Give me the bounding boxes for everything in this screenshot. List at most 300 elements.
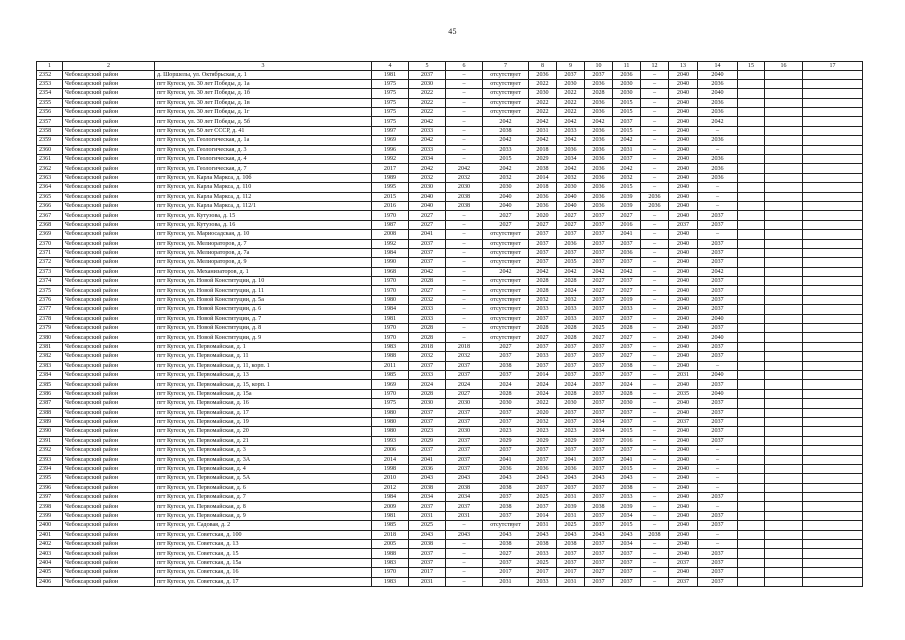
table-cell-col-4: 1990 <box>372 258 409 267</box>
table-cell-col-12: 2036 <box>641 192 669 201</box>
table-cell-col-1: 2352 <box>37 70 63 79</box>
table-cell-col-17 <box>803 417 863 426</box>
table-cell-col-13: 2040 <box>669 540 698 549</box>
table-cell-col-14: 2037 <box>698 305 738 314</box>
table-cell-col-6: – <box>446 277 483 286</box>
table-cell-col-3: пгт Кугеси, ул. Первомайская, д. 6 <box>155 483 372 492</box>
table-cell-col-1: 2389 <box>37 417 63 426</box>
table-cell-col-5: 2037 <box>409 361 446 370</box>
table-cell-col-4: 1970 <box>372 211 409 220</box>
table-cell-col-17 <box>803 577 863 586</box>
table-cell-col-8: 2036 <box>529 201 557 210</box>
table-cell-col-4: 1975 <box>372 98 409 107</box>
table-cell-col-5: 2037 <box>409 239 446 248</box>
table-cell-col-10: 2037 <box>585 436 613 445</box>
table-cell-col-9: 2042 <box>557 136 585 145</box>
table-row <box>37 117 863 126</box>
column-number-13: 13 <box>669 62 698 71</box>
table-cell-col-7: 2037 <box>483 558 529 567</box>
table-cell-col-2: Чебоксарский район <box>63 352 155 361</box>
table-cell-col-1: 2380 <box>37 333 63 342</box>
table-cell-col-2: Чебоксарский район <box>63 239 155 248</box>
table-cell-col-15 <box>738 239 765 248</box>
table-row <box>37 277 863 286</box>
table-cell-col-3: пгт Кугеси, ул. Первомайская, д. 17 <box>155 408 372 417</box>
table-cell-col-11: 2037 <box>613 446 641 455</box>
table-cell-col-16 <box>765 558 803 567</box>
table-cell-col-7: 2027 <box>483 211 529 220</box>
table-cell-col-16 <box>765 342 803 351</box>
table-cell-col-6: 2027 <box>446 389 483 398</box>
table-cell-col-16 <box>765 464 803 473</box>
table-cell-col-13: 2040 <box>669 79 698 88</box>
table-cell-col-6: – <box>446 314 483 323</box>
table-cell-col-3: пгт Кугеси, ул. Новой Конституции, д. 9 <box>155 333 372 342</box>
table-cell-col-17 <box>803 295 863 304</box>
table-cell-col-4: 1983 <box>372 558 409 567</box>
table-cell-col-8: 2017 <box>529 568 557 577</box>
table-cell-col-5: 2042 <box>409 267 446 276</box>
table-cell-col-2: Чебоксарский район <box>63 530 155 539</box>
table-cell-col-5: 2025 <box>409 521 446 530</box>
table-cell-col-7: 2037 <box>483 493 529 502</box>
table-cell-col-13: 2040 <box>669 211 698 220</box>
table-cell-col-10: 2037 <box>585 211 613 220</box>
table-cell-col-10: 2043 <box>585 474 613 483</box>
table-cell-col-7: 2027 <box>483 220 529 229</box>
table-cell-col-11: 2030 <box>613 89 641 98</box>
table-cell-col-4: 1985 <box>372 521 409 530</box>
table-cell-col-14: 2037 <box>698 248 738 257</box>
table-cell-col-15 <box>738 389 765 398</box>
table-cell-col-4: 1988 <box>372 352 409 361</box>
table-row <box>37 455 863 464</box>
table-cell-col-6: – <box>446 577 483 586</box>
table-cell-col-12: – <box>641 417 669 426</box>
table-cell-col-1: 2397 <box>37 493 63 502</box>
table-cell-col-13: 2040 <box>669 267 698 276</box>
table-cell-col-8: 2037 <box>529 314 557 323</box>
table-cell-col-15 <box>738 427 765 436</box>
table-cell-col-17 <box>803 98 863 107</box>
table-cell-col-2: Чебоксарский район <box>63 173 155 182</box>
table-cell-col-1: 2361 <box>37 155 63 164</box>
table-cell-col-13: 2040 <box>669 521 698 530</box>
table-cell-col-2: Чебоксарский район <box>63 446 155 455</box>
table-row <box>37 408 863 417</box>
table-cell-col-12: – <box>641 352 669 361</box>
table-cell-col-9: 2027 <box>557 220 585 229</box>
table-cell-col-8: 2022 <box>529 108 557 117</box>
table-cell-col-11: 2028 <box>613 324 641 333</box>
table-cell-col-11: 2036 <box>613 70 641 79</box>
table-cell-col-17 <box>803 267 863 276</box>
table-cell-col-9: 2037 <box>557 361 585 370</box>
table-cell-col-7: отсутствует <box>483 79 529 88</box>
table-cell-col-2: Чебоксарский район <box>63 324 155 333</box>
table-cell-col-8: 2018 <box>529 183 557 192</box>
table-cell-col-11: 2016 <box>613 436 641 445</box>
table-cell-col-11: 2037 <box>613 239 641 248</box>
table-cell-col-7: отсутствует <box>483 286 529 295</box>
table-cell-col-1: 2399 <box>37 511 63 520</box>
table-cell-col-16 <box>765 324 803 333</box>
table-cell-col-9: 2022 <box>557 89 585 98</box>
table-cell-col-7: отсутствует <box>483 258 529 267</box>
table-cell-col-4: 1970 <box>372 324 409 333</box>
table-cell-col-1: 2406 <box>37 577 63 586</box>
table-cell-col-11: 2027 <box>613 333 641 342</box>
table-cell-col-14: 2037 <box>698 295 738 304</box>
table-cell-col-14: 2037 <box>698 342 738 351</box>
table-cell-col-6: 2043 <box>446 474 483 483</box>
table-cell-col-4: 1995 <box>372 183 409 192</box>
table-cell-col-16 <box>765 474 803 483</box>
table-cell-col-2: Чебоксарский район <box>63 201 155 210</box>
table-cell-col-5: 2027 <box>409 286 446 295</box>
table-cell-col-7: 2038 <box>483 483 529 492</box>
table-cell-col-3: пгт Кугеси, ул. Первомайская, д. 5А <box>155 474 372 483</box>
table-cell-col-17 <box>803 136 863 145</box>
table-cell-col-16 <box>765 577 803 586</box>
table-cell-col-14: – <box>698 502 738 511</box>
table-cell-col-3: пгт Кугеси, ул. Первомайская, д. 3А <box>155 455 372 464</box>
table-cell-col-1: 2393 <box>37 455 63 464</box>
table-cell-col-2: Чебоксарский район <box>63 267 155 276</box>
table-cell-col-10: 2028 <box>585 89 613 98</box>
table-cell-col-11: 2024 <box>613 380 641 389</box>
table-cell-col-12: – <box>641 295 669 304</box>
table-cell-col-9: 2037 <box>557 483 585 492</box>
table-cell-col-9: 2025 <box>557 521 585 530</box>
table-cell-col-3: пгт Кугеси, ул. Первомайская, д. 20 <box>155 427 372 436</box>
table-cell-col-16 <box>765 183 803 192</box>
table-cell-col-14: 2037 <box>698 577 738 586</box>
table-cell-col-4: 1975 <box>372 108 409 117</box>
table-cell-col-10: 2037 <box>585 305 613 314</box>
table-cell-col-2: Чебоксарский район <box>63 145 155 154</box>
table-cell-col-2: Чебоксарский район <box>63 540 155 549</box>
table-cell-col-14: 2040 <box>698 389 738 398</box>
table-cell-col-6: – <box>446 540 483 549</box>
table-cell-col-7: 2038 <box>483 502 529 511</box>
table-cell-col-7: 2040 <box>483 201 529 210</box>
table-cell-col-17 <box>803 248 863 257</box>
table-cell-col-10: 2036 <box>585 136 613 145</box>
table-cell-col-9: 2037 <box>557 417 585 426</box>
table-cell-col-16 <box>765 164 803 173</box>
table-row <box>37 286 863 295</box>
table-cell-col-10: 2037 <box>585 464 613 473</box>
table-cell-col-9: 2037 <box>557 230 585 239</box>
table-cell-col-16 <box>765 173 803 182</box>
table-cell-col-17 <box>803 145 863 154</box>
table-cell-col-5: 2033 <box>409 314 446 323</box>
table-cell-col-3: пгт Кугеси, ул. Мелиораторов, д. 9 <box>155 258 372 267</box>
table-cell-col-14: – <box>698 361 738 370</box>
table-cell-col-16 <box>765 136 803 145</box>
table-cell-col-9: 2022 <box>557 108 585 117</box>
table-cell-col-16 <box>765 155 803 164</box>
table-cell-col-13: 2035 <box>669 389 698 398</box>
table-cell-col-9: 2030 <box>557 399 585 408</box>
table-cell-col-12: – <box>641 483 669 492</box>
table-cell-col-12: – <box>641 521 669 530</box>
table-cell-col-12: – <box>641 145 669 154</box>
table-cell-col-13: 2040 <box>669 474 698 483</box>
table-cell-col-2: Чебоксарский район <box>63 155 155 164</box>
table-cell-col-1: 2381 <box>37 342 63 351</box>
table-cell-col-2: Чебоксарский район <box>63 455 155 464</box>
table-cell-col-15 <box>738 230 765 239</box>
table-row <box>37 333 863 342</box>
table-cell-col-3: пгт Кугеси, ул. Первомайская, д. 8 <box>155 502 372 511</box>
table-cell-col-6: 2037 <box>446 464 483 473</box>
table-cell-col-14: 2036 <box>698 155 738 164</box>
table-cell-col-10: 2037 <box>585 483 613 492</box>
column-number-6: 6 <box>446 62 483 71</box>
table-cell-col-2: Чебоксарский район <box>63 183 155 192</box>
table-cell-col-11: 2037 <box>613 577 641 586</box>
column-number-5: 5 <box>409 62 446 71</box>
table-cell-col-4: 1970 <box>372 568 409 577</box>
table-cell-col-10: 2036 <box>585 98 613 107</box>
table-cell-col-12: – <box>641 98 669 107</box>
table-cell-col-2: Чебоксарский район <box>63 380 155 389</box>
table-cell-col-9: 2036 <box>557 239 585 248</box>
table-cell-col-10: 2037 <box>585 314 613 323</box>
table-row <box>37 380 863 389</box>
column-number-1: 1 <box>37 62 63 71</box>
table-cell-col-10: 2036 <box>585 108 613 117</box>
table-cell-col-2: Чебоксарский район <box>63 220 155 229</box>
table-cell-col-2: Чебоксарский район <box>63 126 155 135</box>
table-cell-col-13: 2040 <box>669 70 698 79</box>
table-cell-col-5: 2028 <box>409 277 446 286</box>
table-cell-col-4: 1975 <box>372 79 409 88</box>
table-cell-col-5: 2033 <box>409 145 446 154</box>
table-cell-col-14: 2037 <box>698 239 738 248</box>
table-cell-col-17 <box>803 549 863 558</box>
table-cell-col-3: пгт Кугеси, ул. Первомайская, д. 19 <box>155 417 372 426</box>
table-cell-col-6: – <box>446 145 483 154</box>
table-row <box>37 305 863 314</box>
table-cell-col-1: 2356 <box>37 108 63 117</box>
table-row <box>37 427 863 436</box>
table-cell-col-6: 2038 <box>446 483 483 492</box>
table-cell-col-6: 2037 <box>446 455 483 464</box>
table-cell-col-10: 2037 <box>585 342 613 351</box>
table-cell-col-4: 2012 <box>372 483 409 492</box>
table-cell-col-10: 2042 <box>585 267 613 276</box>
table-cell-col-7: отсутствует <box>483 521 529 530</box>
table-cell-col-3: пгт Кугеси, ул. Первомайская, д. 9 <box>155 511 372 520</box>
table-cell-col-3: пгт Кугеси, ул. Карла Маркса, д. 110 <box>155 183 372 192</box>
table-cell-col-7: 2041 <box>483 455 529 464</box>
table-cell-col-3: пгт Кугеси, ул. Новой Конституции, д. 6 <box>155 305 372 314</box>
table-cell-col-6: – <box>446 549 483 558</box>
table-cell-col-5: 2029 <box>409 436 446 445</box>
table-cell-col-6: – <box>446 136 483 145</box>
table-cell-col-8: 2037 <box>529 502 557 511</box>
table-cell-col-15 <box>738 192 765 201</box>
table-cell-col-16 <box>765 314 803 323</box>
table-cell-col-16 <box>765 230 803 239</box>
table-cell-col-14: 2040 <box>698 70 738 79</box>
table-cell-col-8: 2042 <box>529 136 557 145</box>
table-cell-col-10: 2037 <box>585 258 613 267</box>
table-cell-col-13: 2040 <box>669 108 698 117</box>
table-cell-col-16 <box>765 192 803 201</box>
table-cell-col-17 <box>803 89 863 98</box>
table-cell-col-14: – <box>698 192 738 201</box>
table-cell-col-13: 2040 <box>669 136 698 145</box>
table-cell-col-2: Чебоксарский район <box>63 70 155 79</box>
table-cell-col-3: пгт Кугеси, ул. Геологическая, д. 4 <box>155 155 372 164</box>
table-cell-col-1: 2354 <box>37 89 63 98</box>
table-row <box>37 417 863 426</box>
table-cell-col-16 <box>765 211 803 220</box>
table-cell-col-16 <box>765 399 803 408</box>
table-cell-col-8: 2018 <box>529 145 557 154</box>
table-cell-col-15 <box>738 436 765 445</box>
table-cell-col-17 <box>803 511 863 520</box>
table-cell-col-5: 2042 <box>409 117 446 126</box>
table-cell-col-5: 2034 <box>409 155 446 164</box>
table-cell-col-13: 2040 <box>669 145 698 154</box>
table-cell-col-4: 1981 <box>372 70 409 79</box>
table-cell-col-7: отсутствует <box>483 230 529 239</box>
table-row <box>37 493 863 502</box>
table-row <box>37 164 863 173</box>
table-cell-col-11: 2032 <box>613 173 641 182</box>
table-cell-col-5: 2028 <box>409 389 446 398</box>
table-cell-col-11: 2037 <box>613 155 641 164</box>
table-cell-col-8: 2037 <box>529 361 557 370</box>
table-cell-col-15 <box>738 399 765 408</box>
table-cell-col-14: 2042 <box>698 267 738 276</box>
table-cell-col-9: 2034 <box>557 155 585 164</box>
table-cell-col-14: 2037 <box>698 417 738 426</box>
table-cell-col-10: 2037 <box>585 220 613 229</box>
table-cell-col-17 <box>803 192 863 201</box>
table-cell-col-14: 2036 <box>698 164 738 173</box>
table-cell-col-11: 2015 <box>613 126 641 135</box>
table-cell-col-16 <box>765 361 803 370</box>
table-cell-col-12: – <box>641 342 669 351</box>
table-cell-col-9: 2040 <box>557 201 585 210</box>
table-cell-col-3: пгт Кугеси, ул. Советская, д. 16 <box>155 568 372 577</box>
table-cell-col-1: 2375 <box>37 286 63 295</box>
table-cell-col-16 <box>765 483 803 492</box>
table-cell-col-1: 2357 <box>37 117 63 126</box>
table-cell-col-11: 2043 <box>613 474 641 483</box>
table-cell-col-12: – <box>641 577 669 586</box>
table-cell-col-13: 2037 <box>669 558 698 567</box>
table-cell-col-10: 2036 <box>585 183 613 192</box>
table-cell-col-11: 2038 <box>613 483 641 492</box>
table-row <box>37 540 863 549</box>
table-cell-col-5: 2017 <box>409 568 446 577</box>
table-cell-col-15 <box>738 267 765 276</box>
table-cell-col-9: 2037 <box>557 558 585 567</box>
table-cell-col-1: 2362 <box>37 164 63 173</box>
table-cell-col-8: 2033 <box>529 577 557 586</box>
table-cell-col-10: 2037 <box>585 371 613 380</box>
table-cell-col-2: Чебоксарский район <box>63 493 155 502</box>
table-cell-col-14: – <box>698 530 738 539</box>
table-cell-col-6: 2034 <box>446 493 483 502</box>
table-cell-col-16 <box>765 70 803 79</box>
table-cell-col-6: 2042 <box>446 164 483 173</box>
table-cell-col-9: 2029 <box>557 436 585 445</box>
table-cell-col-1: 2366 <box>37 201 63 210</box>
page-number: 45 <box>448 27 457 36</box>
table-cell-col-15 <box>738 164 765 173</box>
table-row <box>37 220 863 229</box>
table-row <box>37 201 863 210</box>
table-cell-col-4: 1975 <box>372 399 409 408</box>
table-cell-col-1: 2382 <box>37 352 63 361</box>
table-cell-col-11: 2016 <box>613 220 641 229</box>
table-row <box>37 230 863 239</box>
table-cell-col-1: 2396 <box>37 483 63 492</box>
table-cell-col-17 <box>803 408 863 417</box>
table-cell-col-16 <box>765 79 803 88</box>
table-cell-col-2: Чебоксарский район <box>63 89 155 98</box>
table-cell-col-15 <box>738 464 765 473</box>
table-cell-col-3: пгт Кугеси, ул. Первомайская, д. 16 <box>155 399 372 408</box>
table-cell-col-10: 2037 <box>585 399 613 408</box>
table-cell-col-5: 2033 <box>409 371 446 380</box>
table-cell-col-12: – <box>641 258 669 267</box>
table-row <box>37 211 863 220</box>
table-cell-col-6: – <box>446 295 483 304</box>
table-cell-col-3: пгт Кугеси, ул. 30 лет Победы, д. 5б <box>155 117 372 126</box>
table-cell-col-11: 2038 <box>613 361 641 370</box>
table-cell-col-15 <box>738 530 765 539</box>
table-cell-col-5: 2023 <box>409 427 446 436</box>
table-cell-col-10: 2034 <box>585 427 613 436</box>
table-cell-col-3: пгт Кугеси, ул. Советская, д. 17 <box>155 577 372 586</box>
table-cell-col-12: – <box>641 164 669 173</box>
table-cell-col-17 <box>803 108 863 117</box>
table-cell-col-9: 2042 <box>557 267 585 276</box>
table-row <box>37 98 863 107</box>
table-cell-col-4: 1989 <box>372 173 409 182</box>
table-cell-col-1: 2363 <box>37 173 63 182</box>
table-cell-col-5: 2030 <box>409 399 446 408</box>
table-cell-col-13: 2040 <box>669 455 698 464</box>
table-cell-col-7: отсутствует <box>483 239 529 248</box>
table-cell-col-7: отсутствует <box>483 295 529 304</box>
table-cell-col-14: 2036 <box>698 98 738 107</box>
table-cell-col-5: 2022 <box>409 108 446 117</box>
table-cell-col-16 <box>765 239 803 248</box>
table-cell-col-14: 2037 <box>698 352 738 361</box>
table-cell-col-8: 2038 <box>529 164 557 173</box>
table-cell-col-8: 2014 <box>529 371 557 380</box>
table-cell-col-2: Чебоксарский район <box>63 502 155 511</box>
table-cell-col-9: 2032 <box>557 295 585 304</box>
column-number-10: 10 <box>585 62 613 71</box>
table-cell-col-15 <box>738 408 765 417</box>
table-cell-col-11: 2042 <box>613 267 641 276</box>
table-cell-col-17 <box>803 371 863 380</box>
table-cell-col-12: – <box>641 436 669 445</box>
table-cell-col-15 <box>738 483 765 492</box>
table-cell-col-15 <box>738 108 765 117</box>
